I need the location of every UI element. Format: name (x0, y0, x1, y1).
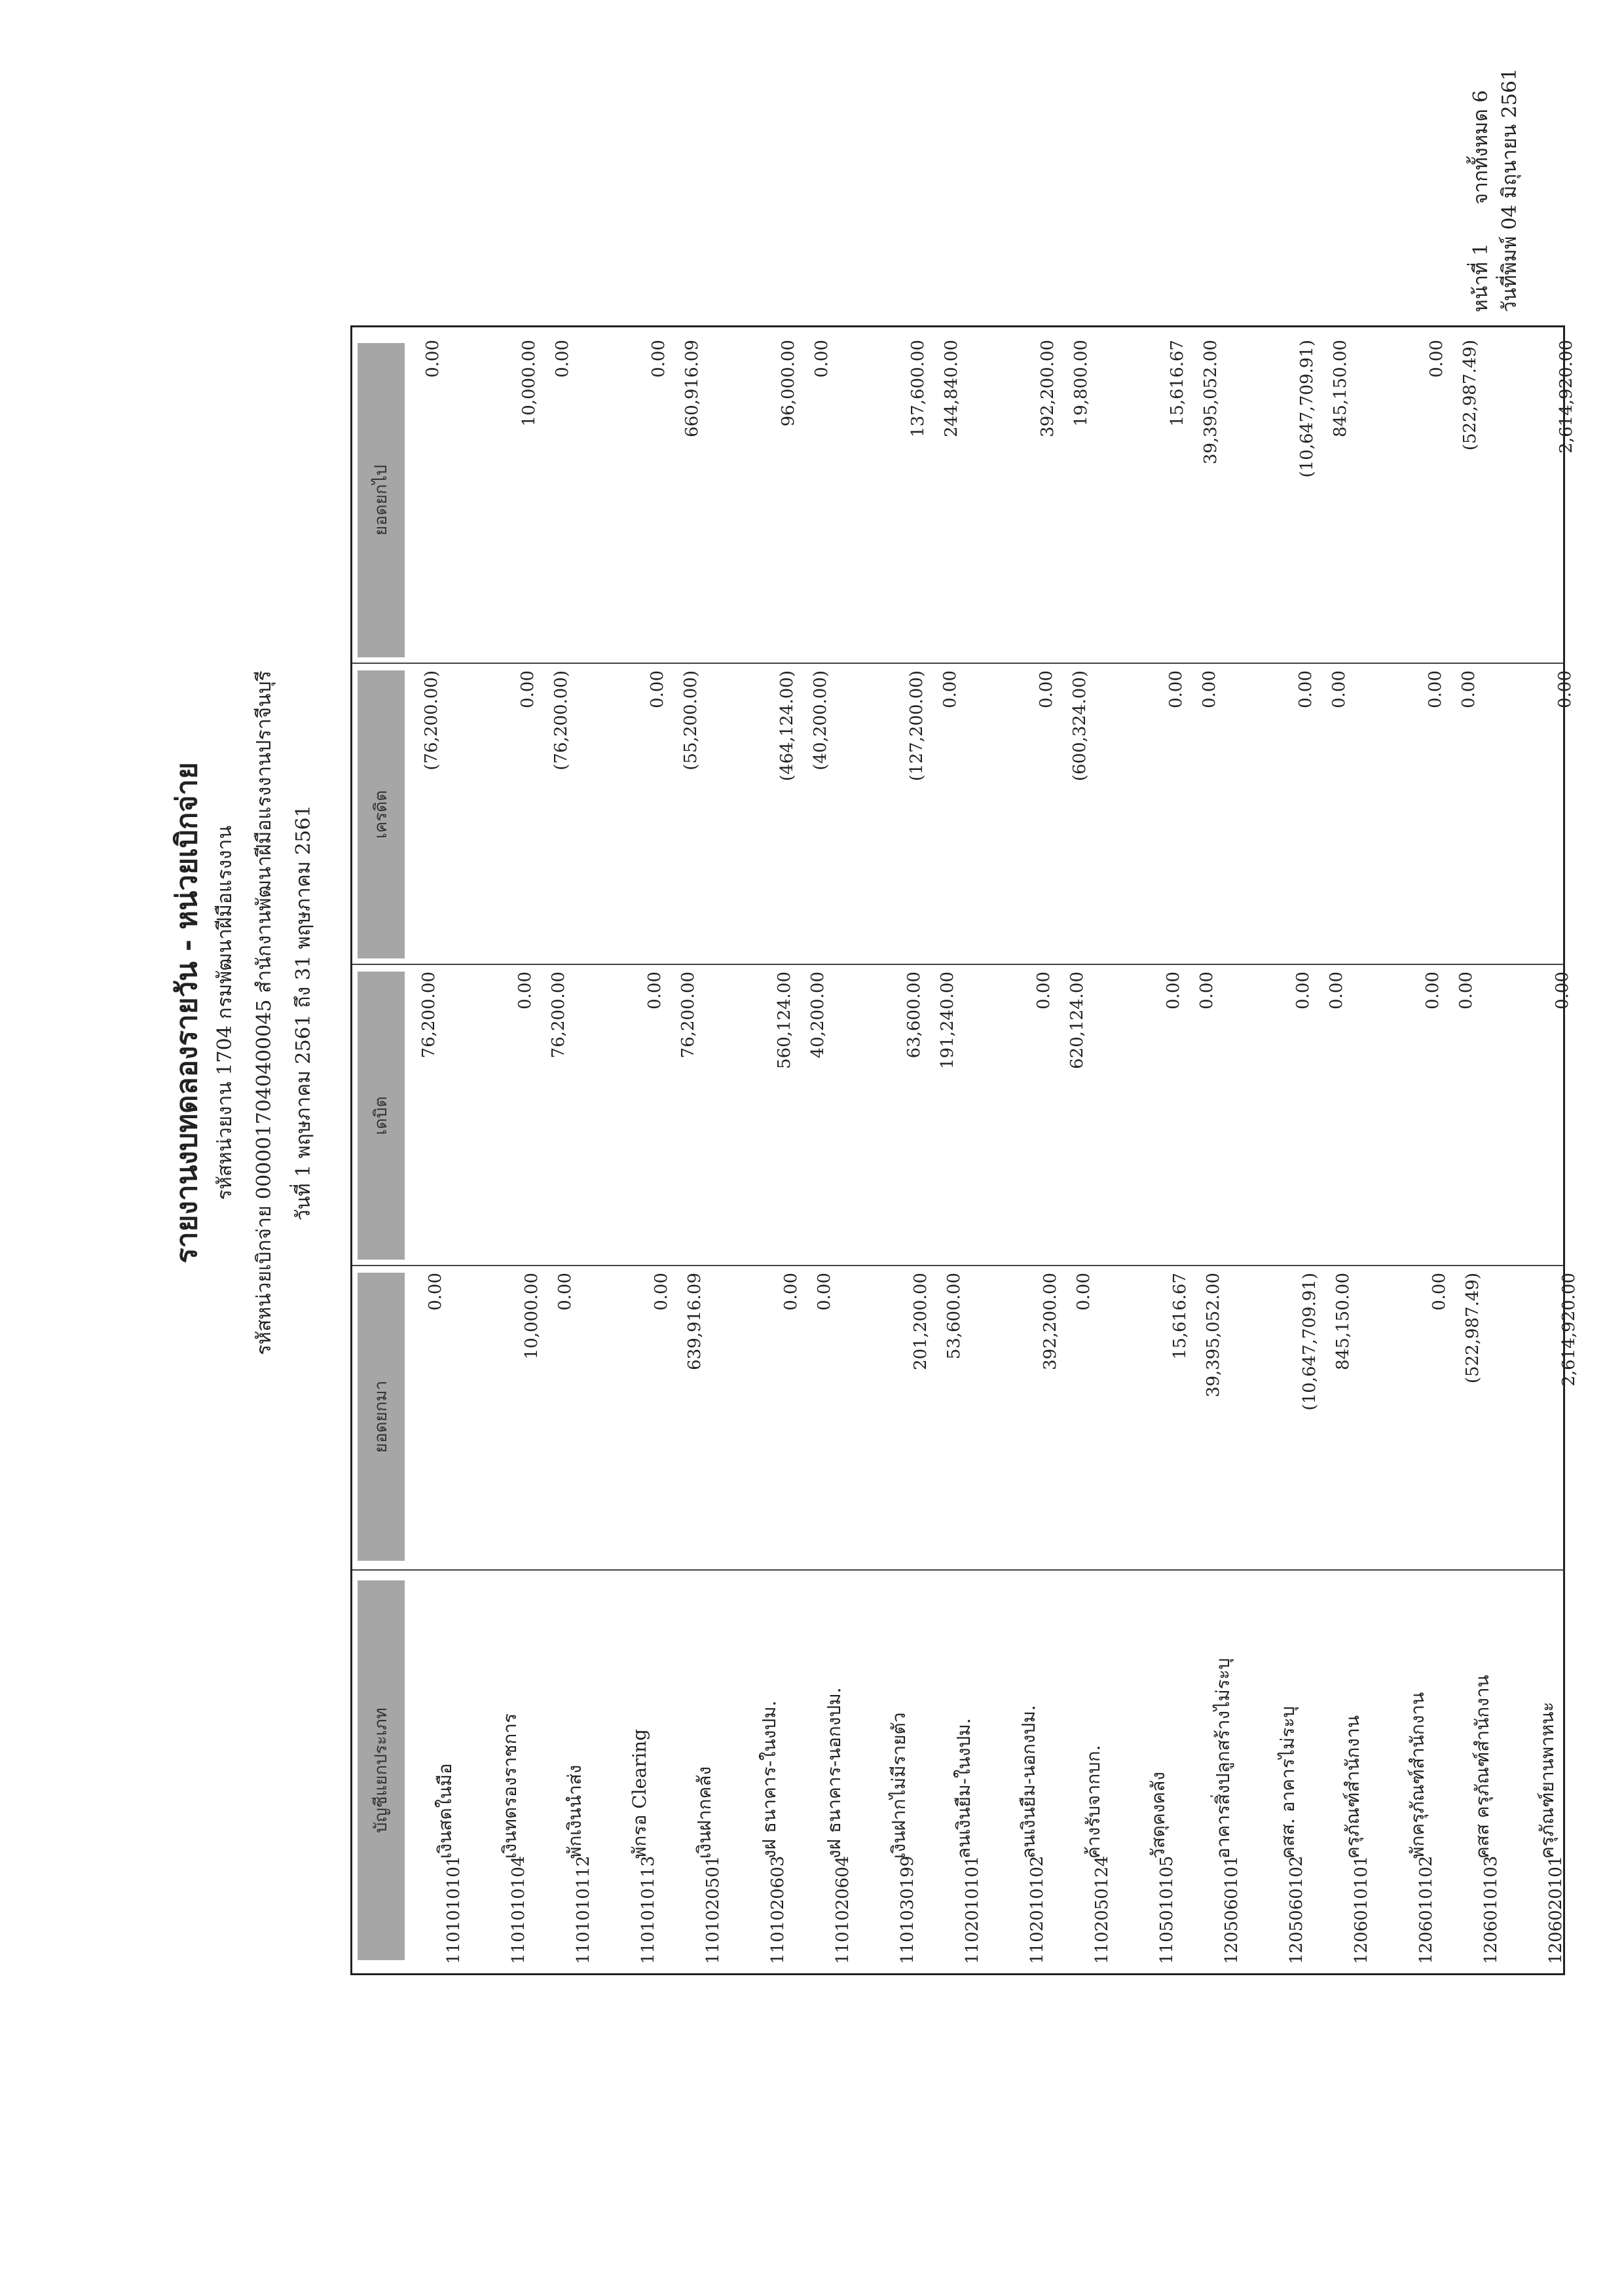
account-name: พักครุภัณฑ์สำนักงาน (1407, 1692, 1428, 1859)
table-row (1189, 327, 1254, 1973)
date-range: วันที่ 1 พฤษภาคม 2561 ถึง 31 พฤษภาคม 2561 (292, 805, 315, 1221)
table-row (1319, 327, 1384, 1973)
table-row (1449, 327, 1513, 1973)
amount-debit: 191,240.00 (938, 972, 957, 1069)
page-info (1467, 68, 1524, 312)
amount-debit: 76,200.00 (419, 972, 439, 1059)
account-code: 1101010101 (444, 1855, 464, 1964)
amount-debit: 0.00 (515, 972, 535, 1010)
amount-carried-forward: 660,916.09 (682, 340, 702, 437)
total-pages-label: จากทั้งหมด (1469, 109, 1492, 205)
amount-carried-forward: (10,647,709.91) (1297, 340, 1317, 478)
account-code: 1101020501 (703, 1855, 723, 1964)
account-code: 1101010104 (509, 1855, 528, 1964)
amount-credit: 0.00 (1329, 670, 1349, 708)
amount-debit: 76,200.00 (678, 972, 698, 1059)
account-name: อาคารสิ่งปลูกสร้างไม่ระบุ (1212, 1658, 1234, 1859)
column-header-carried-forward: ยอดยกไป (358, 343, 405, 657)
account-code: 1102010102 (1027, 1855, 1047, 1964)
amount-carried-forward: 10,000.00 (519, 340, 539, 427)
account-name: คสส ครุภัณฑ์สำนักงาน (1471, 1675, 1493, 1859)
amount-debit: 620,124.00 (1067, 972, 1087, 1069)
account-name: งฝ ธนาคาร-นอกงปม. (823, 1687, 845, 1859)
amount-credit: 0.00 (1296, 670, 1316, 708)
amount-brought-forward: (10,647,709.91) (1300, 1273, 1320, 1411)
agency-line: รหัสหน่วยงาน 1704 กรมพัฒนาฝีมือแรงงาน (213, 825, 236, 1201)
amount-credit: 0.00 (940, 670, 960, 708)
amount-debit: 0.00 (1327, 972, 1346, 1010)
print-date-label: วันที่พิมพ์ (1498, 236, 1521, 312)
page-label: หน้าที่ (1469, 262, 1492, 312)
account-code: 1101030199 (898, 1855, 917, 1964)
amount-debit: 0.00 (1164, 972, 1183, 1010)
amount-brought-forward: 53,600.00 (944, 1273, 964, 1360)
table-row (1513, 327, 1578, 1973)
column-header-brought-forward: ยอดยกมา (358, 1273, 405, 1561)
amount-credit: 0.00 (1555, 670, 1575, 708)
amount-debit: 0.00 (1553, 972, 1572, 1010)
account-name: พักเงินนำส่ง (564, 1764, 585, 1859)
account-name: พักรอ Clearing (629, 1728, 650, 1859)
amount-brought-forward: 639,916.09 (685, 1273, 705, 1370)
amount-brought-forward: 0.00 (1430, 1273, 1449, 1311)
amount-brought-forward: 201,200.00 (911, 1273, 931, 1370)
account-name: ครุภัณฑ์สำนักงาน (1342, 1715, 1363, 1859)
amount-carried-forward: (522,987.49) (1460, 340, 1480, 451)
account-code: 1101020604 (833, 1855, 853, 1964)
amount-credit: (76,200.00) (422, 670, 441, 771)
column-header-debit: เดบิต (358, 972, 405, 1260)
amount-brought-forward: 39,395,052.00 (1204, 1273, 1223, 1398)
account-name: วัสดุคงคลัง (1147, 1772, 1169, 1859)
table-row (606, 327, 671, 1973)
amount-carried-forward: 392,200.00 (1038, 340, 1058, 437)
amount-debit: 63,600.00 (904, 972, 924, 1059)
amount-credit: 0.00 (1459, 670, 1479, 708)
account-code: 1206010101 (1352, 1855, 1371, 1964)
amount-brought-forward: 392,200.00 (1041, 1273, 1060, 1370)
amount-carried-forward: 0.00 (423, 340, 443, 378)
amount-brought-forward: 15,616.67 (1170, 1273, 1190, 1360)
amount-debit: 0.00 (1197, 972, 1217, 1010)
amount-brought-forward: 2,614,920.00 (1559, 1273, 1579, 1387)
total-pages: 6 (1469, 90, 1492, 103)
amount-brought-forward: 0.00 (815, 1273, 834, 1311)
table-row (735, 327, 800, 1973)
amount-carried-forward: 0.00 (649, 340, 669, 378)
table-row (800, 327, 865, 1973)
column-header-credit: เครดิต (358, 670, 405, 958)
amount-carried-forward: 15,616.67 (1168, 340, 1187, 427)
amount-debit: 40,200.00 (808, 972, 828, 1059)
account-code: 1101020603 (768, 1855, 788, 1964)
amount-carried-forward: 39,395,052.00 (1201, 340, 1221, 465)
amount-carried-forward: 845,150.00 (1331, 340, 1350, 437)
amount-carried-forward: 2,614,920.00 (1557, 340, 1576, 454)
amount-carried-forward: 96,000.00 (779, 340, 798, 427)
amount-brought-forward: (522,987.49) (1463, 1273, 1483, 1384)
amount-brought-forward: 845,150.00 (1333, 1273, 1353, 1370)
amount-credit: (40,200.00) (811, 670, 830, 771)
table-row (476, 327, 541, 1973)
amount-credit: (464,124.00) (777, 670, 797, 782)
account-name: เงินทดรองราชการ (499, 1713, 521, 1859)
amount-debit: 0.00 (1034, 972, 1054, 1010)
amount-carried-forward: 244,840.00 (942, 340, 961, 437)
table-row (1060, 327, 1124, 1973)
amount-credit: 0.00 (1200, 670, 1219, 708)
account-code: 1205060101 (1222, 1855, 1242, 1964)
amount-brought-forward: 0.00 (652, 1273, 671, 1311)
table-row (930, 327, 995, 1973)
trial-balance-table (350, 325, 1579, 1975)
account-name: ครุภัณฑ์ยานพาหนะ (1536, 1702, 1558, 1859)
table-row (1124, 327, 1189, 1973)
amount-debit: 0.00 (1293, 972, 1313, 1010)
table-body (411, 327, 1579, 1973)
account-name: คสส. อาคารไม่ระบุ (1277, 1705, 1299, 1859)
account-name: ลนเงินยืม-ในงปม. (953, 1718, 974, 1859)
amount-credit: 0.00 (1426, 670, 1445, 708)
amount-credit: 0.00 (1166, 670, 1186, 708)
account-name: เงินสดในมือ (434, 1763, 456, 1859)
amount-carried-forward: 137,600.00 (908, 340, 928, 437)
amount-brought-forward: 0.00 (781, 1273, 801, 1311)
table-row (995, 327, 1060, 1973)
account-code: 1102010101 (963, 1855, 982, 1964)
account-name: เงินฝากไม่มีรายตัว (888, 1712, 910, 1859)
amount-credit: 0.00 (648, 670, 667, 708)
account-name: ลนเงินยืม-นอกงปม. (1018, 1705, 1039, 1859)
account-name: เงินฝากคลัง (693, 1766, 715, 1859)
table-row (1384, 327, 1449, 1973)
amount-carried-forward: 0.00 (1427, 340, 1447, 378)
table-row (411, 327, 476, 1973)
amount-carried-forward: 0.00 (812, 340, 832, 378)
amount-credit: (127,200.00) (907, 670, 927, 782)
amount-debit: 560,124.00 (775, 972, 794, 1069)
account-code: 1206010102 (1416, 1855, 1436, 1964)
amount-brought-forward: 10,000.00 (522, 1273, 542, 1360)
account-code: 1105010105 (1157, 1855, 1177, 1964)
report-title: รายงานงบทดลองรายวัน - หน่วยเบิกจ่าย (170, 762, 204, 1264)
page-number: 1 (1469, 243, 1492, 256)
amount-credit: (600,324.00) (1070, 670, 1090, 782)
column-header-account: บัญชีแยกประเภท (358, 1580, 405, 1960)
amount-brought-forward: 0.00 (1074, 1273, 1094, 1311)
amount-carried-forward: 19,800.00 (1071, 340, 1091, 427)
amount-debit: 0.00 (1423, 972, 1443, 1010)
table-row (1254, 327, 1319, 1973)
amount-debit: 0.00 (1456, 972, 1476, 1010)
account-code: 1205060102 (1287, 1855, 1306, 1964)
table-header (352, 327, 411, 1973)
table-row (865, 327, 930, 1973)
amount-debit: 0.00 (645, 972, 665, 1010)
account-name: งฝ ธนาคาร-ในงปม. (758, 1700, 780, 1859)
amount-credit: 0.00 (518, 670, 538, 708)
account-code: 1206020101 (1546, 1855, 1566, 1964)
amount-credit: (55,200.00) (681, 670, 701, 771)
account-code: 1101010113 (638, 1855, 658, 1964)
account-code: 1102050124 (1092, 1855, 1112, 1964)
table-row (671, 327, 735, 1973)
disbursing-unit-line: รหัสหน่วยเบิกจ่าย 0000017040400045 สำนักงานพัฒนาฝีมือแรงงานปราจีนบุรี (253, 670, 276, 1355)
account-name: ค้างรับจากบก. (1082, 1745, 1104, 1859)
print-date: 04 มิถุนายน 2561 (1498, 68, 1521, 230)
amount-brought-forward: 0.00 (555, 1273, 575, 1311)
amount-brought-forward: 0.00 (426, 1273, 445, 1311)
amount-credit: (76,200.00) (551, 670, 571, 771)
table-row (541, 327, 606, 1973)
amount-credit: 0.00 (1037, 670, 1056, 708)
account-code: 1101010112 (574, 1855, 593, 1964)
amount-carried-forward: 0.00 (553, 340, 572, 378)
account-code: 1206010103 (1481, 1855, 1501, 1964)
amount-debit: 76,200.00 (549, 972, 568, 1059)
